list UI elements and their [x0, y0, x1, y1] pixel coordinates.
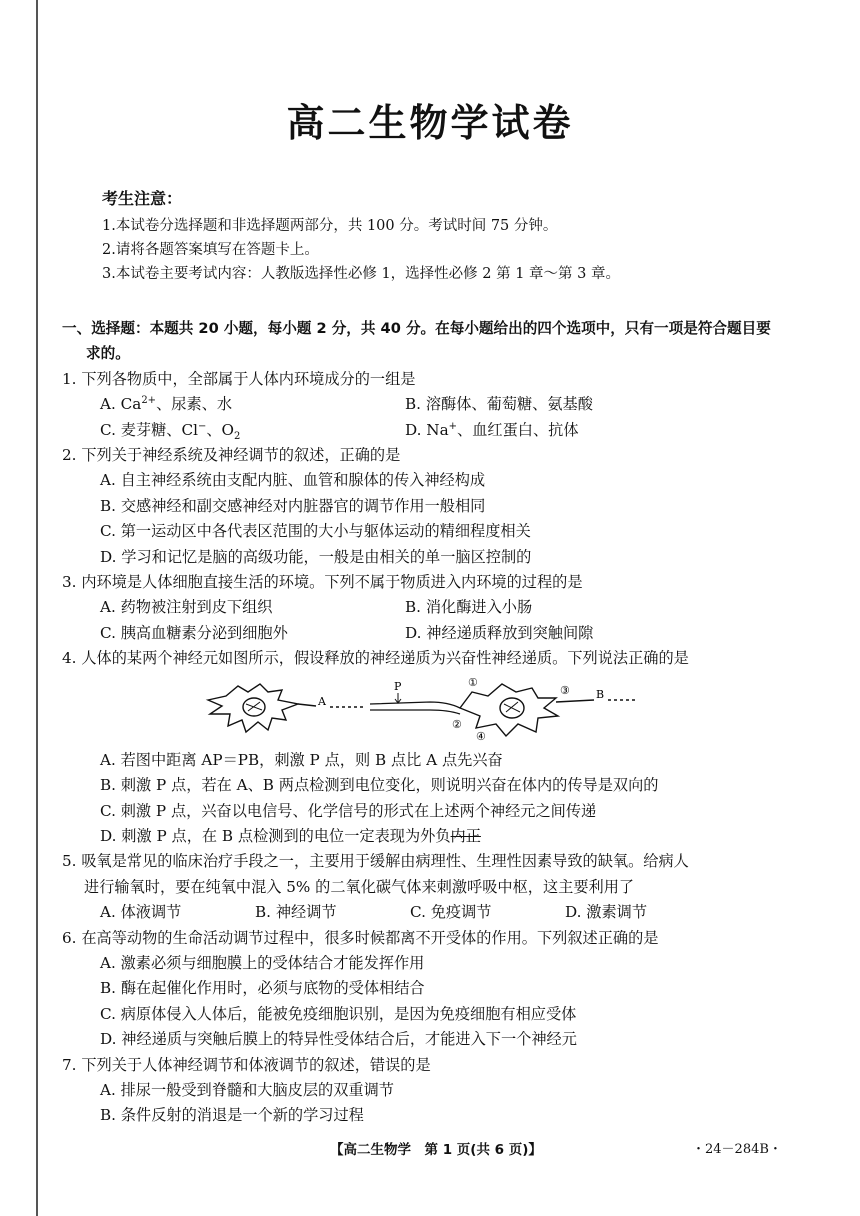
question-4-stem: 4. 人体的某两个神经元如图所示，假设释放的神经递质为兴奋性神经递质。下列说法正确的是 — [62, 649, 689, 668]
notice-item-1: 1.本试卷分选择题和非选择题两部分，共 100 分。考试时间 75 分钟。 — [102, 218, 558, 234]
question-4-option-b: B. 刺激 P 点，若在 A、B 两点检测到电位变化，则说明兴奋在体内的传导是双向的 — [100, 776, 659, 795]
question-1-options-row-1 — [62, 392, 774, 417]
question-5-stem-line-2: 进行输氧时，要在纯氧中混入 5% 的二氧化碳气体来刺激呼吸中枢，这主要利用了 — [84, 877, 635, 896]
question-1-option-c — [100, 418, 405, 443]
question-6-stem: 6. 在高等动物的生命活动调节过程中，很多时候都离不开受体的作用。下列叙述正确的是 — [62, 928, 659, 947]
neuron-diagram — [62, 678, 774, 742]
question-5-option-c: C. 免疫调节 — [410, 903, 492, 922]
question-4-option-a: A. 若图中距离 AP＝PB，刺激 P 点，则 B 点比 A 点先兴奋 — [100, 750, 503, 769]
left-neuron-axon — [298, 704, 316, 706]
q1-d-sup: + — [448, 420, 458, 432]
middle-axon — [370, 702, 460, 714]
left-neuron-body — [208, 684, 298, 732]
question-2-option-d: D. 学习和记忆是脑的高级功能，一般是由相关的单一脑区控制的 — [100, 547, 532, 566]
question-5-options-row — [62, 900, 774, 925]
question-content — [62, 316, 774, 1129]
p-arrow — [395, 693, 401, 703]
label-a: A — [318, 694, 326, 708]
label-4: ④ — [476, 729, 486, 742]
question-4-option-d — [62, 824, 774, 849]
question-1-option-b: B. 溶酶体、葡萄糖、氨基酸 — [405, 395, 593, 414]
notice-item-2: 2.请将各题答案填写在答题卡上。 — [102, 242, 319, 258]
right-neuron-axon — [556, 700, 594, 702]
question-3-option-d: D. 神经递质释放到突触间隙 — [405, 623, 594, 642]
q1-d-text: D. Na — [405, 420, 449, 439]
section-heading: 一、选择题：本题共 20 小题，每小题 2 分，共 40 分。在每小题给出的四个选项中，只有一项是符合题目要求的。 — [62, 320, 771, 363]
label-3: ③ — [560, 683, 570, 697]
question-1-stem: 1. 下列各物质中，全部属于人体内环境成分的一组是 — [62, 369, 416, 388]
question-2-option-a: A. 自主神经系统由支配内脏、血管和腺体的传入神经构成 — [100, 471, 486, 490]
question-6-option-a: A. 激素必须与细胞膜上的受体结合才能发挥作用 — [100, 953, 425, 972]
question-7-option-a: A. 排尿一般受到脊髓和大脑皮层的双重调节 — [100, 1080, 394, 1099]
page-title: 高二生物学试卷 — [286, 101, 574, 145]
question-5-stem-line-1: 5. 吸氧是常见的临床治疗手段之一，主要用于缓解由病理性、生理性因素导致的缺氧。给病人 — [62, 852, 689, 871]
question-3-stem: 3. 内环境是人体细胞直接生活的环境。下列不属于物质进入内环境的过程的是 — [62, 573, 583, 592]
question-6-option-d: D. 神经递质与突触后膜上的特异性受体结合后，才能进入下一个神经元 — [100, 1030, 577, 1049]
q1-c-text-mid: 、O — [206, 420, 234, 439]
left-neuron — [208, 684, 316, 732]
question-2-stem: 2. 下列关于神经系统及神经调节的叙述，正确的是 — [62, 446, 401, 465]
right-neuron — [460, 684, 594, 736]
question-2-option-c: C. 第一运动区中各代表区范围的大小与躯体运动的精细程度相关 — [100, 522, 531, 541]
question-6-option-c: C. 病原体侵入人体后，能被免疫细胞识别，是因为免疫细胞有相应受体 — [100, 1004, 577, 1023]
right-neuron-nucleus-detail — [504, 702, 520, 712]
footer-exam-code: ・24－284B・ — [692, 1142, 782, 1157]
left-neuron-nucleus-detail — [246, 702, 262, 711]
q1-c-sub: 2 — [234, 430, 241, 442]
question-5-option-d: D. 激素调节 — [565, 903, 648, 922]
question-7-stem: 7. 下列关于人体神经调节和体液调节的叙述，错误的是 — [62, 1055, 431, 1074]
question-4-option-c: C. 刺激 P 点，兴奋以电信号、化学信号的形式在上述两个神经元之间传递 — [100, 801, 597, 820]
question-5-option-a: A. 体液调节 — [100, 903, 182, 922]
label-2: ② — [452, 717, 462, 731]
notice-item-3: 3.本试卷主要考试内容：人教版选择性必修 1，选择性必修 2 第 1 章～第 3 章。 — [102, 266, 620, 282]
question-1-option-a — [100, 392, 405, 417]
neuron-diagram-svg — [198, 678, 638, 742]
q1-a-text: A. Ca — [100, 395, 142, 414]
question-3-options-row-1 — [62, 595, 774, 620]
q1-c-sup: − — [197, 420, 207, 432]
label-p: P — [394, 679, 402, 693]
q4-d-struck-text: 内正 — [450, 826, 481, 845]
label-b: B — [596, 687, 605, 701]
binding-margin-line — [36, 0, 38, 1216]
question-2-option-b: B. 交感神经和副交感神经对内脏器官的调节作用一般相同 — [100, 496, 486, 515]
notice-heading: 考生注意： — [102, 189, 183, 208]
question-1-options-row-2 — [62, 418, 774, 443]
question-3-option-c: C. 胰高血糖素分泌到细胞外 — [100, 623, 288, 642]
question-6-option-b: B. 酶在起催化作用时，必须与底物的受体相结合 — [100, 979, 425, 998]
question-7-option-b: B. 条件反射的消退是一个新的学习过程 — [100, 1106, 364, 1125]
q1-c-text: C. 麦芽糖、Cl — [100, 420, 198, 439]
q1-a-sup: 2+ — [141, 395, 157, 407]
exam-notice — [102, 186, 620, 286]
question-3-options-row-2 — [62, 621, 774, 646]
question-1-option-d — [405, 418, 579, 443]
question-3-option-a: A. 药物被注射到皮下组织 — [100, 598, 273, 617]
label-1: ① — [468, 677, 478, 689]
footer-page-info: 【高二生物学 第 1 页(共 6 页)】 — [330, 1142, 542, 1158]
question-3-option-b: B. 消化酶进入小肠 — [405, 598, 533, 617]
q1-a-text-post: 、尿素、水 — [156, 395, 232, 414]
q4-d-text: D. 刺激 P 点，在 B 点检测到的电位一定表现为外负 — [100, 826, 451, 845]
question-5-option-b: B. 神经调节 — [255, 903, 337, 922]
q1-d-text-post: 、血红蛋白、抗体 — [457, 420, 579, 439]
